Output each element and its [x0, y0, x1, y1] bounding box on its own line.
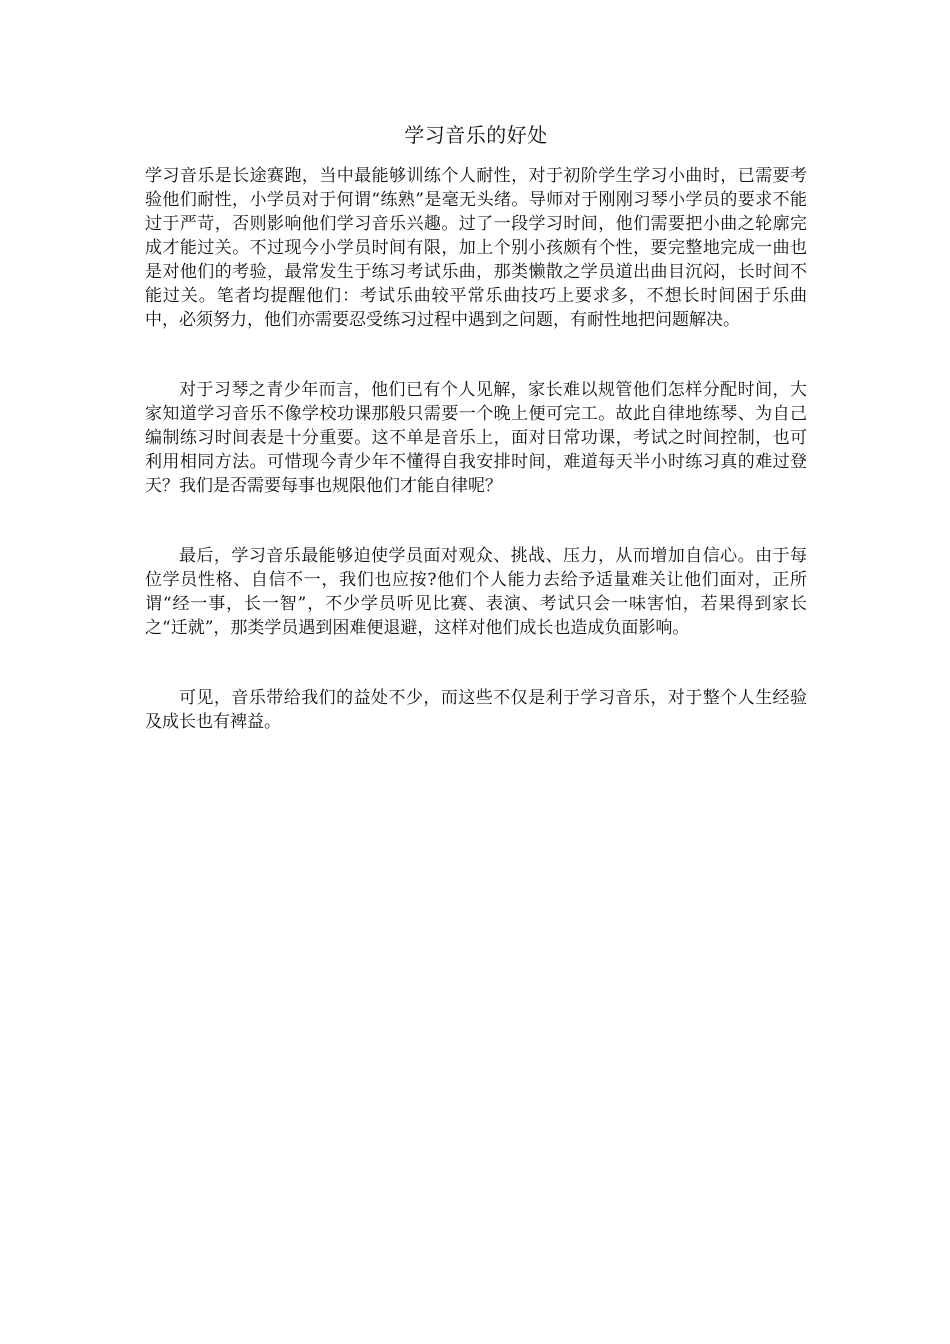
paragraph-2: 对于习琴之青少年而言，他们已有个人见解，家长难以规管他们怎样分配时间，大家知道学习音乐不像学校功课那般只需要一个晚上便可完工。故此自律地练琴、为自己编制练习时间表是十分重要。这不单是音乐上，面对日常功课，考试之时间控制，也可利用相同方法。可惜现今青少年不懂得自我安排时间，难道每天半小时练习真的难过登天？我们是否需要每事也规限他们才能自律呢？	[145, 380, 807, 496]
paragraph-3: 最后，学习音乐最能够迫使学员面对观众、挑战、压力，从而增加自信心。由于每位学员性格、自信不一，我们也应按?他们个人能力去给予适量难关让他们面对，正所谓“经一事，长一智”，不少学员听见比赛、表演、考试只会一味害怕，若果得到家长之“迁就”，那类学员遇到困难便退避，这样对他们成长也造成负面影响。	[145, 546, 807, 638]
document-title: 学习音乐的好处	[404, 123, 548, 147]
paragraph-1: 学习音乐是长途赛跑，当中最能够训练个人耐性，对于初阶学生学习小曲时，已需要考验他们耐性，小学员对于何谓“练熟”是毫无头绪。导师对于刚刚习琴小学员的要求不能过于严苛，否则影响他们学习音乐兴趣。过了一段学习时间，他们需要把小曲之轮廓完成才能过关。不过现今小学员时间有限，加上个别小孩颇有个性，要完整地完成一曲也是对他们的考验，最常发生于练习考试乐曲，那类懒散之学员道出曲目沉闷，长时间不能过关。笔者均提醒他们：考试乐曲较平常乐曲技巧上要求多，不想长时间困于乐曲中，必须努力，他们亦需要忍受练习过程中遇到之问题，有耐性地把问题解决。	[145, 166, 807, 330]
document-page	[145, 120, 807, 734]
paragraph-4: 可见，音乐带给我们的益处不少，而这些不仅是利于学习音乐，对于整个人生经验及成长也有裨益。	[145, 688, 807, 732]
